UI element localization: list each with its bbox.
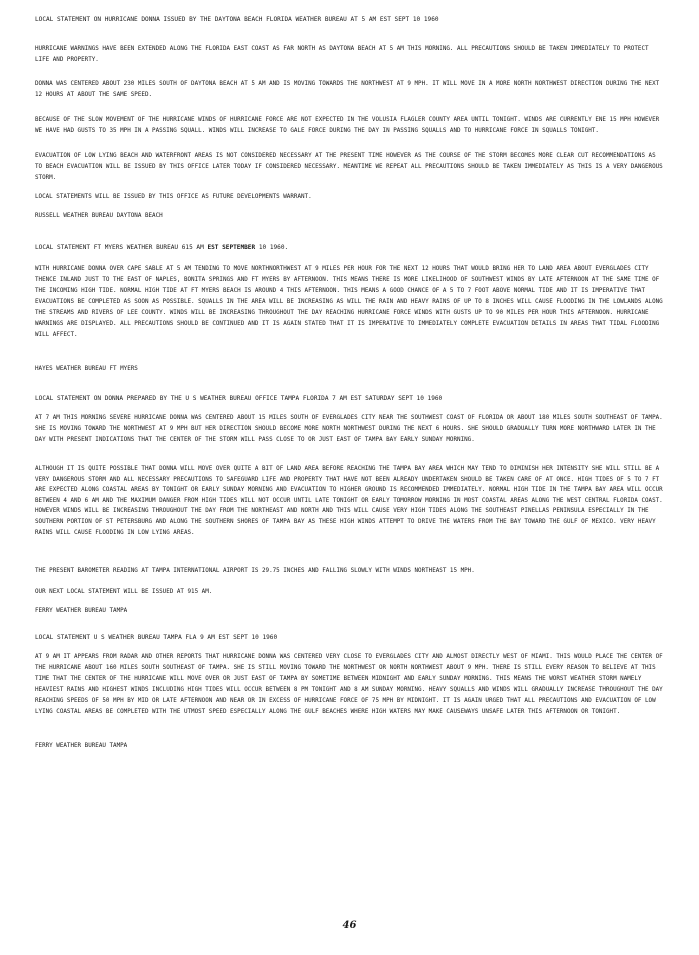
bulletin-2-signature: HAYES WEATHER BUREAU FT MYERS [35, 366, 138, 372]
bulletin-4-header: LOCAL STATEMENT U S WEATHER BUREAU TAMPA FLA 9 AM EST SEPT 10 1960 [35, 634, 278, 641]
page-number: 46 [342, 920, 357, 931]
bulletin-2-paragraph: WITH HURRICANE DONNA OVER CAPE SABLE AT 5 AM TENDING TO MOVE NORTHNORTHWEST AT 9 MILES PER HOUR FOR THE NEXT 12 HOURS THAT WOULD BRING HER TO LAND AREA ABOUT EVERGLADES CITY THENCE INLAND JUST TO THE EAST OF NAPLES, BONITA SPRINGS AND FT MYERS BY AFTERNOON. THIS MEANS THERE IS MORE LIKELIHOOD OF SOUTHWEST WINDS BY LATE AFTERNOON AT THE SAME TIME OF THE INCOMING HIGH TIDE. NORMAL HIGH TIDE AT FT MYERS BEACH IS AROUND 4 THIS AFTERNOON. THIS MEANS A GOOD CHANCE OF A 5 TO 7 FOOT ABOVE NORMAL TIDE AND IT IS IMPERATIVE THAT EVACUATIONS BE COMPLETED AS SOON AS POSSIBLE. SQUALLS IN THE AREA WILL BE INCREASING AS WILL THE RAIN AND HEAVY RAINS OF UP TO 8 INCHES WILL CAUSE FLOODING IN THE LOWLANDS ALONG THE STREAMS AND RIVERS OF LEE COUNTY. WINDS WILL BE INCREASING THROUGHOUT THE DAY REACHING HURRICANE FORCE WINDS WITH GUSTS UP TO 90 MILES PER HOUR THIS AFTERNOON. HURRICANE WARNINGS ARE DISPLAYED. ALL PRECAUTIONS SHOULD BE CONTINUED AND IT IS AGAIN STATED THAT IT IS IMPERATIVE TO IMMEDIATELY COMPLETE EVACUATION DETAILS IN AREAS THAT TIDAL FLOODING WILL AFFECT. [35, 266, 663, 338]
bulletin-3-header: LOCAL STATEMENT ON DONNA PREPARED BY THE U S WEATHER BUREAU OFFICE TAMPA FLORIDA 7 AM EST SATURDAY SEPT 10 1960 [35, 395, 443, 402]
bulletin-4-paragraph: AT 9 AM IT APPEARS FROM RADAR AND OTHER REPORTS THAT HURRICANE DONNA WAS CENTERED VERY CLOSE TO EVERGLADES CITY AND ALMOST DIRECTLY WEST OF MIAMI. THIS WOULD PLACE THE CENTER OF THE HURRICANE ABOUT 160 MILES SOUTH SOUTHEAST OF TAMPA. SHE IS STILL MOVING TOWARD THE NORTHWEST OR NORTH NORTHWEST ABOUT 9 MPH. THERE IS STILL EVERY REASON TO BELIEVE AT THIS TIME THAT THE CENTER OF THE HURRICANE WILL MOVE OVER OR JUST EAST OF TAMPA BY SOMETIME BETWEEN MIDNIGHT AND EARLY SUNDAY MORNING. THIS MEANS THE WORST WEATHER STORM NAMELY HEAVIEST RAINS AND HIGHEST WINDS INCLUDING HIGH TIDES WILL OCCUR BETWEEN 8 PM TONIGHT AND 8 AM SUNDAY MORNING. HEAVY SQUALLS AND WINDS WILL GRADUALLY INCREASE THROUGHOUT THE DAY REACHING SPEEDS OF 50 MPH BY MID OR LATE AFTERNOON AND NEAR OR IN EXCESS OF HURRICANE FORCE OF 75 MPH BY MIDNIGHT. IT IS AGAIN URGED THAT ALL PRECAUTIONS AND EVACUATION OF LOW LYING COASTAL AREAS BE COMPLETED WITH THE UTMOST SPEED ESPECIALLY ALONG THE GULF BEACHES WHERE HIGH WATERS MAY MAKE CAUSEWAYS UNSAFE LATER THIS AFTERNOON OR TONIGHT. [35, 654, 663, 715]
bulletin-3-paragraph: AT 7 AM THIS MORNING SEVERE HURRICANE DONNA WAS CENTERED ABOUT 15 MILES SOUTH OF EVERGLADES CITY NEAR THE SOUTHWEST COAST OF FLORIDA OR ABOUT 180 MILES SOUTH SOUTHEAST OF TAMPA. SHE IS MOVING TOWARD THE NORTHWEST AT 9 MPH BUT HER DIRECTION SHOULD BECOME MORE NORTH NORTHWEST DURING THE NEXT 6 HOURS. SHE SHOULD GRADUALLY TURN MORE NORTHWARD LATER IN THE DAY WITH PRESENT INDICATIONS THAT THE CENTER OF THE STORM WILL PASS CLOSE TO OR JUST EAST OF TAMPA BAY EARLY SUNDAY MORNING. [35, 415, 663, 443]
bulletin-1-paragraph: LOCAL STATEMENTS WILL BE ISSUED BY THIS OFFICE AS FUTURE DEVELOPMENTS WARRANT. [35, 194, 312, 200]
bulletin-1-paragraph: DONNA WAS CENTERED ABOUT 230 MILES SOUTH OF DAYTONA BEACH AT 5 AM AND IS MOVING TOWARDS THE NORTHWEST AT 9 MPH. IT WILL MOVE IN A MORE NORTH NORTHWEST DIRECTION DURING THE NEXT 12 HOURS AT ABOUT THE SAME SPEED. [35, 81, 660, 98]
bulletin-2-header [35, 242, 665, 253]
bulletin-3-paragraph: ALTHOUGH IT IS QUITE POSSIBLE THAT DONNA WILL MOVE OVER QUITE A BIT OF LAND AREA BEFORE REACHING THE TAMPA BAY AREA WHICH MAY TEND TO DIMINISH HER INTENSITY SHE WILL STILL BE A VERY DANGEROUS STORM AND ALL NECESSARY PRECAUTIONS TO SAFEGUARD LIFE AND PROPERTY THAT HAVE NOT BEEN ALREADY UNDERTAKEN SHOULD BE TAKEN CARE OF AT ONCE. HIGH TIDES OF 5 TO 7 FT ARE EXPECTED ALONG COASTAL AREAS BY TONIGHT OR EARLY SUNDAY MORNING AND EVACUATION TO HIGHER GROUND IS RECOMMENDED IMMEDIATELY. NORMAL HIGH TIDE IN THE TAMPA BAY AREA WILL OCCUR BETWEEN 4 AND 6 AM AND THE MAXIMUM DANGER FROM HIGH TIDES WILL NOT OCCUR UNTIL LATE TONIGHT OR EARLY TOMORROW MORNING IN MOST COASTAL AREAS ALONG THE WEST CENTRAL FLORIDA COAST. HOWEVER WINDS WILL BE INCREASING THROUGHOUT THE DAY FROM THE NORTHEAST AND NORTH AND THIS WILL CAUSE VERY HIGH TIDES ALONG THE SOUTHEAST PINELLAS PENINSULA ESPECIALLY IN THE SOUTHERN PORTION OF ST PETERSBURG AND ALONG THE SOUTHERN SHORES OF TAMPA BAY AS THESE HIGH WINDS ATTEMPT TO DRIVE THE WATERS FROM THE BAY TOWARD THE GULF OF MEXICO. VERY HEAVY RAINS WILL CAUSE FLOODING IN LOW LYING AREAS. [35, 466, 663, 536]
bulletin-1-header: LOCAL STATEMENT ON HURRICANE DONNA ISSUED BY THE DAYTONA BEACH FLORIDA WEATHER BUREAU AT 5 AM EST SEPT 10 1960 [35, 16, 439, 23]
bulletin-1-paragraph: EVACUATION OF LOW LYING BEACH AND WATERFRONT AREAS IS NOT CONSIDERED NECESSARY AT THE PRESENT TIME HOWEVER AS THE COURSE OF THE STORM BECOMES MORE CLEAR CUT RECOMMENDATIONS AS TO BEACH EVACUATION WILL BE ISSUED BY THIS OFFICE LATER TODAY IF CONSIDERED NECESSARY. MEANTIME WE REPEAT ALL PRECAUTIONS SHOULD BE TAKEN IMMEDIATELY AS THIS IS A VERY DANGEROUS STORM. [35, 153, 663, 181]
bulletin-1-paragraph: BECAUSE OF THE SLOW MOVEMENT OF THE HURRICANE WINDS OF HURRICANE FORCE ARE NOT EXPECTED IN THE VOLUSIA FLAGLER COUNTY AREA UNTIL TONIGHT. WINDS ARE CURRENTLY ENE 15 MPH HOWEVER WE HAVE HAD GUSTS TO 35 MPH IN A PASSING SQUALL. WINDS WILL INCREASE TO GALE FORCE DURING THE DAY IN PASSING SQUALLS AND TO HURRICANE FORCE IN SQUALLS TONIGHT. [35, 117, 660, 134]
bulletin-2-header-text: LOCAL STATEMENT FT MYERS WEATHER BUREAU 615 AM [35, 244, 204, 251]
bulletin-3-paragraph: THE PRESENT BAROMETER READING AT TAMPA INTERNATIONAL AIRPORT IS 29.75 INCHES AND FALLING SLOWLY WITH WINDS NORTHEAST 15 MPH. [35, 568, 475, 574]
bulletin-4-signature: FERRY WEATHER BUREAU TAMPA [35, 743, 128, 749]
bulletin-3-paragraph: OUR NEXT LOCAL STATEMENT WILL BE ISSUED AT 915 AM. [35, 589, 213, 595]
bulletin-1-signature: RUSSELL WEATHER BUREAU DAYTONA BEACH [35, 213, 163, 219]
bulletin-2-header-tail: 10 1960. [258, 244, 289, 251]
bulletin-2-header-emphasis: EST SEPTEMBER [207, 244, 256, 251]
bulletin-1-paragraph: HURRICANE WARNINGS HAVE BEEN EXTENDED ALONG THE FLORIDA EAST COAST AS FAR NORTH AS DAYTONA BEACH AT 5 AM THIS MORNING. ALL PRECAUTIONS SHOULD BE TAKEN IMMEDIATELY TO PROTECT LIFE AND PROPERTY. [35, 46, 649, 63]
bulletin-3-signature: FERRY WEATHER BUREAU TAMPA [35, 608, 128, 614]
